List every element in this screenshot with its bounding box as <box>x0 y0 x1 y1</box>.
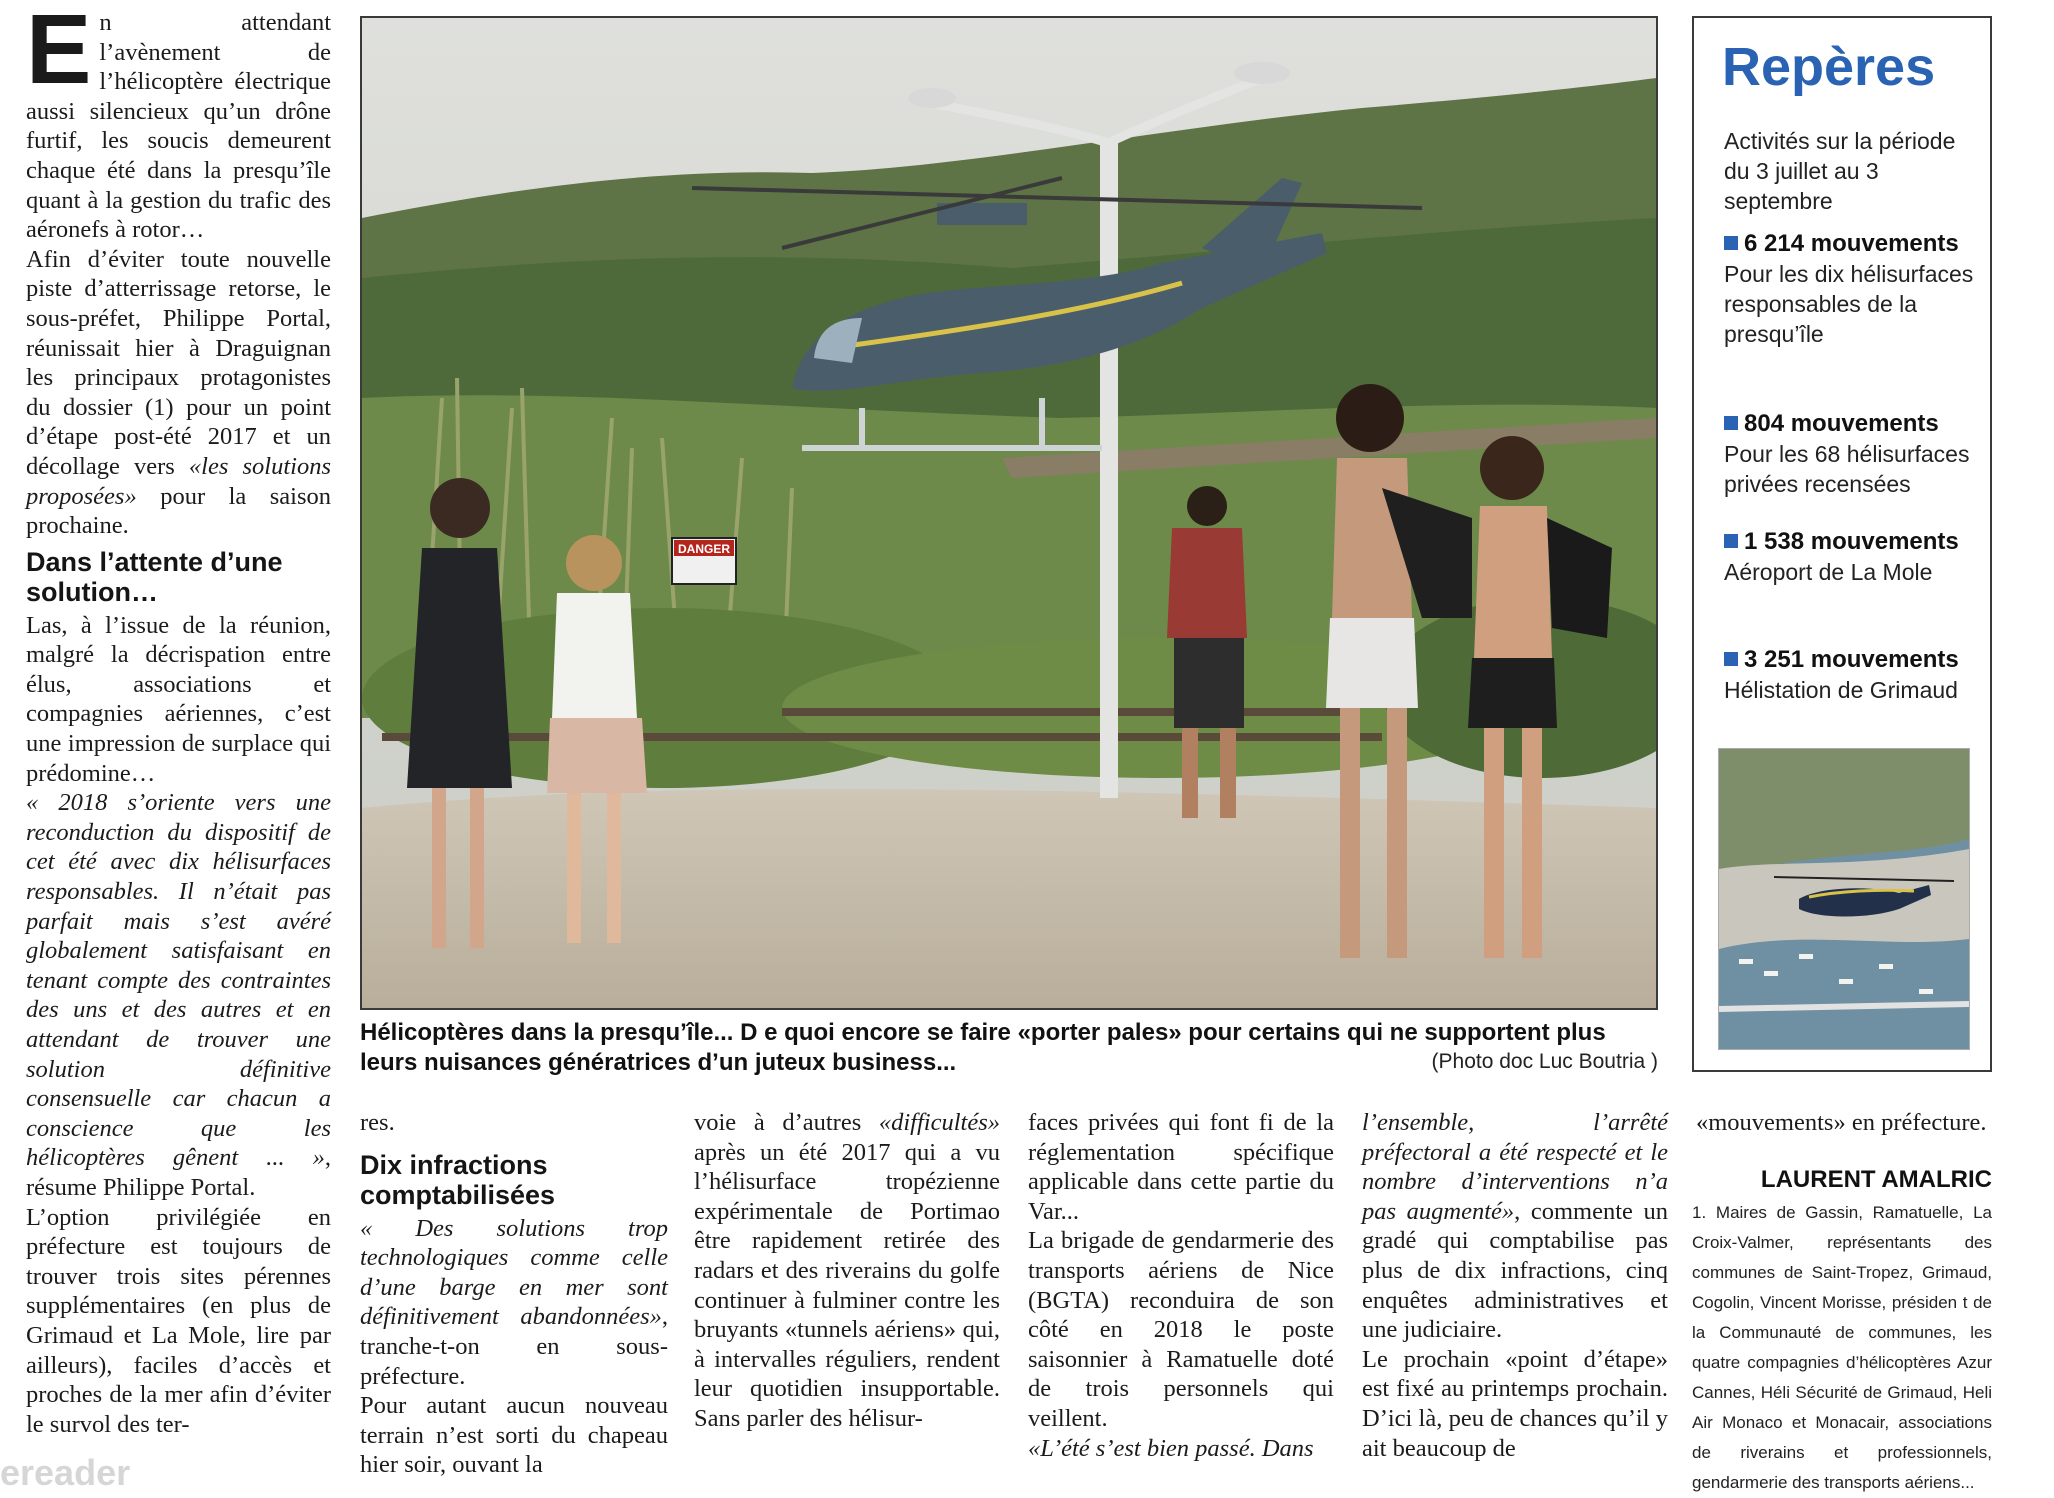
dropcap-letter: E <box>26 0 92 104</box>
photo-caption: Hélicoptères dans la presqu’île... D e quoi encore se faire «porter pales» pour certains qui ne supportent plus leurs nuisances génératrices d’un juteux business... <box>360 1019 1606 1076</box>
article-column-2 <box>360 1108 668 1480</box>
quote: l’ensemble, l’arrêté préfectoral a été respecté et le nombre d’interventions n’a pas augmenté» <box>1362 1109 1668 1225</box>
danger-sign-text: DANGER <box>677 542 731 556</box>
paragraph-3: Las, à l’issue de la réunion, malgré la décrispation entre élus, associations et compagnies aériennes, c’est une impression de surplace qui prédomine… <box>26 611 331 787</box>
harbor-helicopter-image <box>1719 749 1969 1049</box>
reperes-title: Repères <box>1722 37 1936 97</box>
square-bullet-icon <box>1724 652 1738 666</box>
article-column-1 <box>26 0 331 1439</box>
paragraph-2 <box>26 245 331 541</box>
stat-figure: 804 mouvements <box>1744 410 1939 437</box>
intro-text: n attendant l’avènement de l’hélicoptère électrique aussi silencieux qu’un drône furtif, les soucis demeurent chaque été dans la presqu’île quant à la gestion du trafic des aéronefs à rotor… <box>26 9 331 244</box>
reader-watermark: ereader <box>0 1452 131 1493</box>
quote: «les solutions proposées» <box>26 452 331 510</box>
paragraph-intro <box>26 0 331 245</box>
text: pour la saison prochaine. <box>26 482 331 540</box>
stat-item <box>1724 228 1986 349</box>
paragraph: Pour autant aucun nouveau terrain n’est sorti du chapeau hier soir, ouvant la <box>360 1392 668 1479</box>
paragraph: Le prochain «point d’étape» est fixé au printemps prochain. D’ici là, peu de chances qu’il y ait beaucoup de <box>1362 1345 1668 1462</box>
paragraph: res. <box>360 1109 395 1136</box>
paragraph: La brigade de gendarmerie des transports aériens de Nice (BGTA) reconduira de son côté en 2018 le poste saisonnier à Ramatuelle doté de trois personnels qui veillent. <box>1028 1227 1334 1432</box>
stat-description: Pour les 68 hélisurfaces privées recensées <box>1724 441 1970 497</box>
stat-figure: 6 214 mouvements <box>1744 230 1959 257</box>
text: Afin d’éviter toute nouvelle piste d’atterrissage retorse, le sous-préfet, Philippe Portal, réunissait hier à Draguignan les principaux protagonistes du dossier (1) pour un point d’étape post-été 2017 et un décollage vers <box>26 245 331 480</box>
square-bullet-icon <box>1724 236 1738 250</box>
harbor-aerial-photo <box>1718 748 1970 1050</box>
stat-item <box>1724 408 1986 499</box>
square-bullet-icon <box>1724 534 1738 548</box>
reperes-box <box>1692 16 1992 1072</box>
stat-figure: 3 251 mouvements <box>1744 646 1959 673</box>
paragraph: «mouvements» en préfecture. <box>1696 1109 1987 1136</box>
text: après un été 2017 qui a vu l’hélisurface tropézienne expérimentale de Portimao être rapidement retirée des radars et des riverains du golfe continuer à fulminer contre les bruyants «tunnels aériens» qui, à intervalles réguliers, rendent leur quotidien insupportable. Sans parler des hélisur- <box>694 1138 1000 1432</box>
article-column-4 <box>1028 1108 1334 1463</box>
stat-description: Hélistation de Grimaud <box>1724 677 1958 703</box>
subheading-attente: Dans l’attente d’une solution… <box>26 546 283 607</box>
text: , résume Philippe Portal. <box>26 1144 331 1201</box>
footnote: 1. Maires de Gassin, Ramatuelle, La Croix-Valmer, représentants des communes de Saint-Tropez, Grimaud, Cogolin, Vincent Morisse, présiden t de la Communauté de communes, les quatre compagnies d’hélicoptères Azur Cannes, Héli Sécurité de Grimaud, Heli Air Monaco et Monacair, associations de riverains et professionnels, gendarmerie des transports aériens... <box>1692 1203 1992 1492</box>
quote: «difficultés» <box>878 1109 1000 1136</box>
article-column-6 <box>1696 1108 1992 1138</box>
paragraph <box>1028 1434 1334 1464</box>
stat-description: Aéroport de La Mole <box>1724 559 1933 585</box>
paragraph <box>694 1108 1000 1434</box>
author-signature: LAURENT AMALRIC <box>1760 1166 1992 1193</box>
paragraph <box>1362 1108 1668 1345</box>
helicopter-scene-image <box>362 18 1656 1008</box>
text: voie à d’autres <box>694 1109 879 1136</box>
text: , commente un gradé qui comptabilise pas plus de dix infractions, cinq enquêtes administratives et une judiciaire. <box>1362 1197 1668 1344</box>
paragraph-5: L’option privilégiée en préfecture est toujours de trouver trois sites pérennes supplémentaires (en plus de Grimaud et La Mole, lire par ailleurs), faciles d’accès et proches de la mer afin d’éviter le survol des ter- <box>26 1203 331 1438</box>
square-bullet-icon <box>1724 416 1738 430</box>
main-photo <box>360 16 1658 1010</box>
quote: « 2018 s’oriente vers une reconduction du dispositif de cet été avec dix hélisurfaces responsables. Il n’était pas parfait mais s’est avéré globalement satisfaisant en tenant compte des contraintes des uns et des autres et en attendant de trouver une solution définitive consensuelle car chacun a conscience que les hélicoptères gênent ... » <box>26 789 331 1172</box>
stat-item <box>1724 644 1986 705</box>
photo-credit: (Photo doc Luc Boutria ) <box>1431 1050 1658 1073</box>
stat-description: Pour les dix hélisurfaces responsables de la presqu’île <box>1724 261 1974 347</box>
reperes-intro: Activités sur la période du 3 juillet au 3 septembre <box>1724 128 1956 214</box>
quote: « Des solutions trop technologiques comme celle d’une barge en mer sont définitivement abandonnées» <box>360 1214 668 1331</box>
article-column-5 <box>1362 1108 1668 1463</box>
stat-item <box>1724 526 1986 587</box>
stat-figure: 1 538 mouvements <box>1744 528 1959 555</box>
quote: «L’été s’est bien passé. Dans <box>1028 1434 1314 1462</box>
paragraph-4 <box>26 788 331 1202</box>
paragraph <box>360 1214 668 1392</box>
article-column-3 <box>694 1108 1000 1434</box>
paragraph: faces privées qui font fi de la réglementation spécifique applicable dans cette partie du Var... <box>1028 1109 1334 1225</box>
text: , tranche-t-on en sous-préfecture. <box>360 1303 668 1390</box>
subheading-infractions: Dix infractions comptabilisées <box>360 1149 556 1210</box>
